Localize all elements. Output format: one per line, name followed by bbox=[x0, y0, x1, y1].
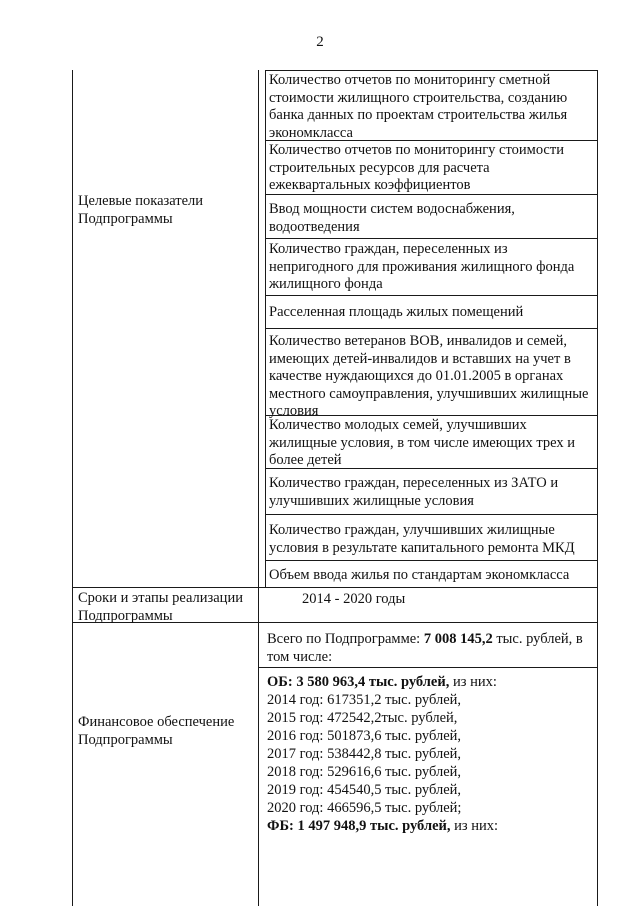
page-number: 2 bbox=[316, 34, 324, 50]
ob-year-row: 2017 год: 538442,8 тыс. рублей, bbox=[267, 746, 462, 762]
timeline-value: 2014 - 2020 годы bbox=[302, 591, 406, 607]
ob-year-row: 2019 год: 454540,5 тыс. рублей, bbox=[267, 782, 462, 798]
ob-box-top bbox=[258, 667, 598, 668]
ob-year-row: 2018 год: 529616,6 тыс. рублей, bbox=[267, 764, 462, 780]
timeline-label: Сроки и этапы реализации Подпрограммы bbox=[78, 590, 243, 624]
table-left-border bbox=[72, 70, 73, 906]
indicator-cell: Количество граждан, переселенных из ЗАТО и улучшивших жилищные условия bbox=[265, 468, 598, 514]
targets-label: Целевые показатели Подпрограммы bbox=[78, 193, 204, 227]
financing-total-value: 7 008 145,2 bbox=[423, 631, 493, 647]
indicator-cell: Расселенная площадь жилых помещений bbox=[265, 295, 598, 328]
financing-total-prefix: Всего по Подпрограмме: bbox=[267, 631, 424, 647]
ob-heading bbox=[267, 674, 497, 692]
financing-total bbox=[267, 631, 589, 666]
fb-heading-bold: ФБ: 1 497 948,9 тыс. рублей, bbox=[267, 818, 451, 834]
table-right-border bbox=[597, 587, 598, 906]
financing-total-suffix: тыс. рублей, в том числе: bbox=[267, 631, 583, 665]
ob-year-row: 2015 год: 472542,2тыс. рублей, bbox=[267, 710, 458, 726]
ob-year-row: 2020 год: 466596,5 тыс. рублей; bbox=[267, 800, 462, 816]
indicator-cell: Объем ввода жилья по стандартам экономкласса bbox=[265, 560, 598, 588]
ob-year-row: 2014 год: 617351,2 тыс. рублей, bbox=[267, 692, 462, 708]
ob-heading-bold: ОБ: 3 580 963,4 тыс. рублей, bbox=[267, 674, 450, 690]
indicator-cell: Количество отчетов по мониторингу стоимости строительных ресурсов для расчета ежеквартальных коэффициентов bbox=[265, 140, 598, 194]
financing-label: Финансовое обеспечение Подпрограммы bbox=[78, 714, 235, 748]
fb-heading bbox=[267, 818, 498, 836]
indicator-cell: Количество ветеранов ВОВ, инвалидов и семей, имеющих детей-инвалидов и вставших на учет в качестве нуждающихся до 01.01.2005 в органах местного самоуправления, улучшивших жилищные условия bbox=[265, 328, 598, 415]
indicator-cell: Ввод мощности систем водоснабжения, водоотведения bbox=[265, 194, 598, 238]
fb-heading-suffix: из них: bbox=[450, 818, 499, 834]
ob-heading-suffix: из них: bbox=[449, 674, 497, 690]
indicator-cell: Количество отчетов по мониторингу сметной стоимости жилищного строительства, созданию банка данных по проектам строительства жилья экономкласса bbox=[265, 70, 598, 140]
indicator-cell: Количество граждан, переселенных из непригодного для проживания жилищного фонда жилищного фонда bbox=[265, 238, 598, 295]
indicator-cell: Количество молодых семей, улучшивших жилищные условия, в том числе имеющих трех и более детей bbox=[265, 415, 598, 468]
table-divider bbox=[258, 70, 259, 906]
program-table bbox=[72, 70, 598, 906]
indicator-cell: Количество граждан, улучшивших жилищные условия в результате капитального ремонта МКД bbox=[265, 514, 598, 560]
ob-year-row: 2016 год: 501873,6 тыс. рублей, bbox=[267, 728, 462, 744]
